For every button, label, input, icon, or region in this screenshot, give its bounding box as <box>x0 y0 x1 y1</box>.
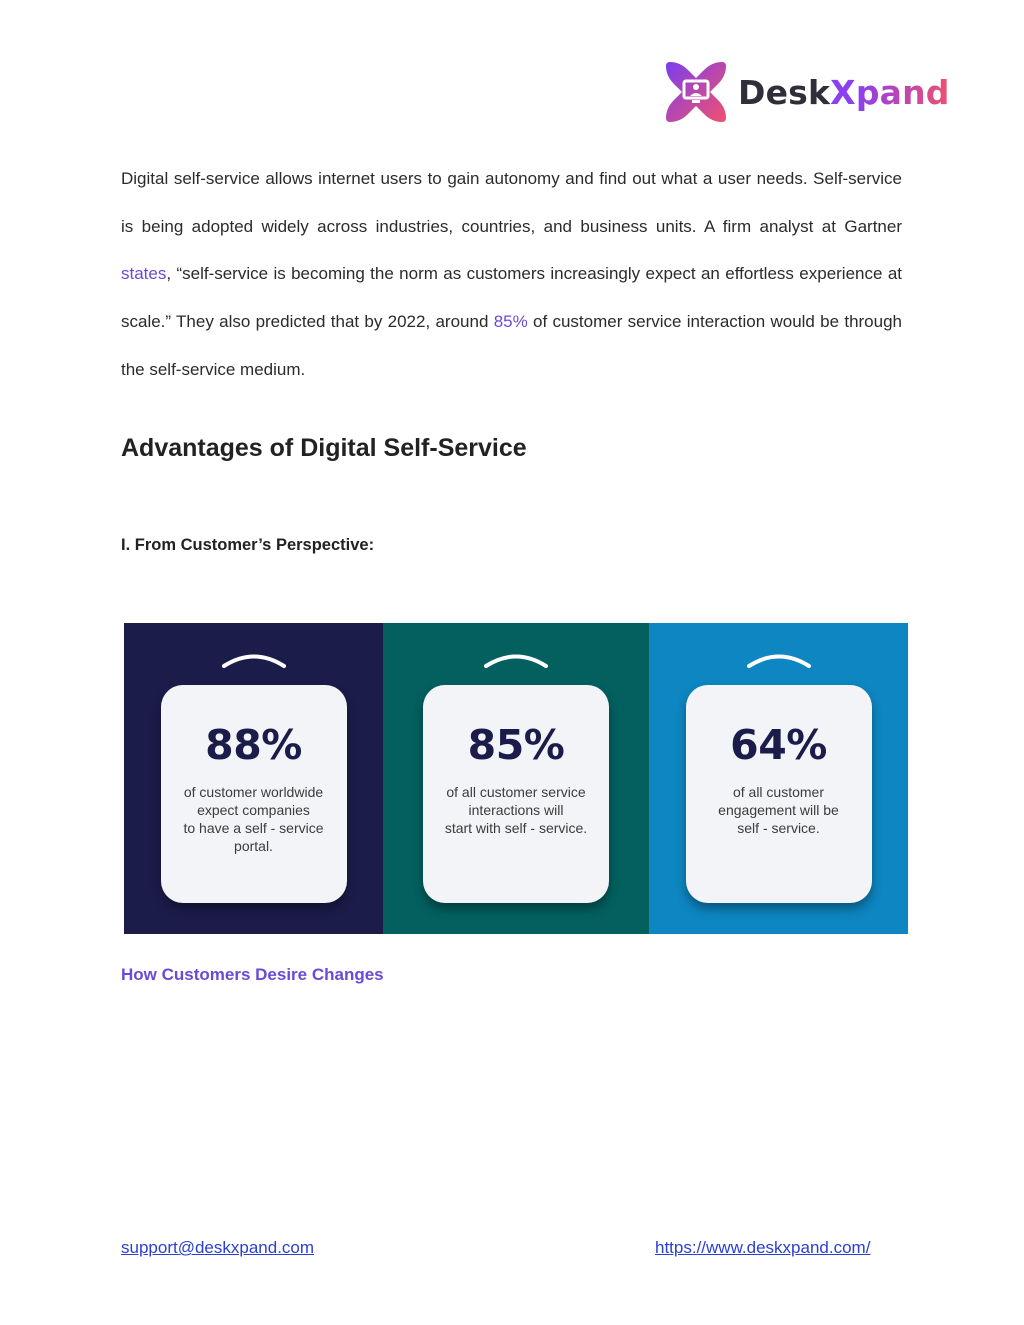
percent-85-link[interactable]: 85% <box>493 312 528 332</box>
arc-icon <box>483 651 549 669</box>
intro-paragraph <box>121 155 902 394</box>
section-heading: Advantages of Digital Self-Service <box>121 434 527 462</box>
stat-2-line-3: start with self - service. <box>444 820 588 836</box>
website-link[interactable]: https://www.deskxpand.com/ <box>655 1238 871 1257</box>
stat-column-3 <box>649 623 908 934</box>
stat-card-1 <box>161 685 347 903</box>
stat-card-2 <box>423 685 609 903</box>
stat-description-1 <box>161 783 347 855</box>
stat-value-2: 85% <box>467 721 565 769</box>
stat-1-line-2: expect companies <box>197 802 310 818</box>
stat-column-2 <box>383 623 649 934</box>
logo-word-desk: Desk <box>738 72 831 112</box>
support-email-link[interactable]: support@deskxpand.com <box>121 1238 315 1257</box>
logo-wordmark <box>738 73 950 112</box>
deskxpand-logo-icon <box>664 60 728 124</box>
stat-1-line-1: of customer worldwide <box>183 784 324 800</box>
stat-value-1: 88% <box>205 721 302 769</box>
intro-text-2: , “self-service is becoming the norm as customers increasingly expect an effortless experience at scale.” They also predicted that by 2022, around <box>121 264 902 332</box>
infographic-caption: How Customers Desire Changes <box>121 965 384 984</box>
stat-3-line-1: of all customer <box>732 784 825 800</box>
deskxpand-logo <box>664 60 950 124</box>
logo-word-pand: pand <box>855 72 950 112</box>
stat-description-3 <box>686 783 872 837</box>
stat-1-line-3: to have a self - service <box>183 820 324 836</box>
stat-2-line-2: interactions will <box>468 802 564 818</box>
stat-description-2 <box>423 783 609 837</box>
stat-2-line-1: of all customer service <box>446 784 586 800</box>
arc-icon <box>221 651 287 669</box>
states-link[interactable]: states <box>121 264 167 284</box>
stat-column-1 <box>124 623 383 934</box>
stats-infographic <box>124 623 908 934</box>
stat-value-3: 64% <box>730 721 827 769</box>
stat-3-line-3: self - service. <box>737 820 820 836</box>
subsection-heading: I. From Customer’s Perspective: <box>121 536 375 554</box>
stat-1-line-4: portal. <box>234 838 273 854</box>
stat-card-3 <box>686 685 872 903</box>
intro-text-1: Digital self-service allows internet users to gain autonomy and find out what a user needs. Self-service is being adopted widely across industries, countries, and business units. A firm analyst at Gartner <box>121 169 902 236</box>
stat-3-line-2: engagement will be <box>718 802 839 818</box>
arc-icon <box>746 651 812 669</box>
intro-text-3: of customer service interaction would be through the self-service medium. <box>121 312 903 379</box>
logo-word-x: X <box>830 72 856 112</box>
